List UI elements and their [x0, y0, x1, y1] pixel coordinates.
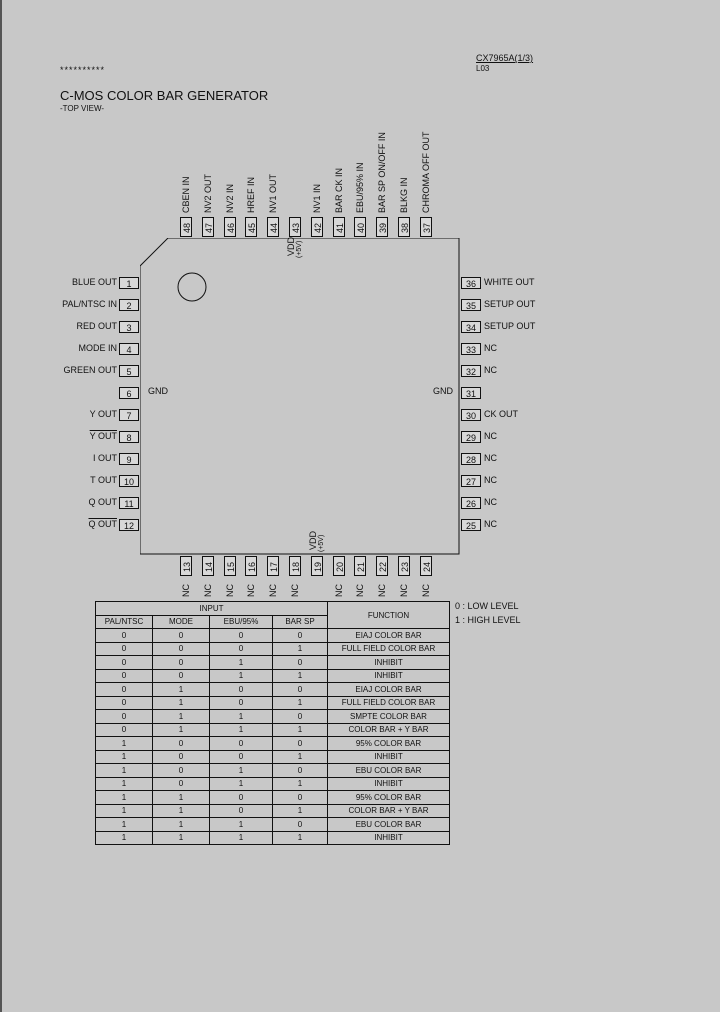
table-cell-c: 1 — [210, 831, 273, 845]
pin-38-box — [398, 217, 410, 237]
table-cell-c: 1 — [210, 656, 273, 670]
pin-32-box: 32 — [461, 365, 481, 377]
table-cell-d: 0 — [273, 629, 328, 643]
pin-27-label: NC — [484, 475, 497, 485]
table-cell-b: 1 — [153, 791, 210, 805]
pin-4-box: 4 — [119, 343, 139, 355]
table-cell-d: 1 — [273, 723, 328, 737]
table-cell-d: 0 — [273, 683, 328, 697]
pin-22-number: 22 — [378, 562, 389, 573]
sub-code: L03 — [476, 64, 490, 73]
pin-37-label: CHROMA OFF OUT — [420, 131, 431, 213]
chip-gnd-left: GND — [148, 386, 168, 396]
pin-20-box — [333, 556, 345, 576]
table-row — [96, 696, 450, 710]
table-row — [96, 804, 450, 818]
pin-24-label: NC — [420, 584, 431, 597]
pin-24-box — [420, 556, 432, 576]
pin-23-number: 23 — [400, 562, 410, 573]
pin-44-box — [267, 217, 279, 237]
pin-16-number: 16 — [247, 562, 258, 573]
table-cell-a: 0 — [96, 629, 153, 643]
column-header-3: BAR SP — [273, 615, 328, 629]
pin-47-number: 47 — [203, 223, 214, 234]
pin-42-box — [311, 217, 323, 237]
chip-vdd-top: VDD — [286, 236, 296, 256]
pin-47-label: NV2 OUT — [202, 173, 213, 213]
pin-48-number: 48 — [182, 223, 192, 234]
pin-39-number: 39 — [378, 223, 389, 234]
truth-table — [95, 601, 450, 845]
input-header: INPUT — [96, 602, 328, 616]
table-row — [96, 764, 450, 778]
pin-5-box: 5 — [119, 365, 139, 377]
table-cell-c: 0 — [210, 791, 273, 805]
table-row — [96, 710, 450, 724]
table-row — [96, 723, 450, 737]
table-row — [96, 669, 450, 683]
table-cell-f: INHIBIT — [328, 656, 450, 670]
pin-23-box — [398, 556, 410, 576]
table-cell-c: 0 — [210, 696, 273, 710]
table-row — [96, 629, 450, 643]
pin-11-label: Q OUT — [88, 497, 117, 507]
pin-10-label: T OUT — [90, 475, 117, 485]
pin-36-label: WHITE OUT — [484, 277, 535, 287]
pin-7-label: Y OUT — [89, 409, 117, 419]
pin-38-label: BLKG IN — [399, 177, 409, 213]
chip-vdd-top-sub: (+5V) — [296, 240, 303, 258]
pin-19-box — [311, 556, 323, 576]
table-cell-d: 0 — [273, 737, 328, 751]
table-cell-d: 0 — [273, 710, 328, 724]
table-cell-d: 0 — [273, 656, 328, 670]
pin-26-label: NC — [484, 497, 497, 507]
pin-13-label: NC — [181, 584, 191, 597]
table-cell-f: COLOR BAR + Y BAR — [328, 804, 450, 818]
pin-17-label: NC — [268, 584, 279, 597]
pin-18-box — [289, 556, 301, 576]
pin-16-box — [245, 556, 257, 576]
table-cell-f: EIAJ COLOR BAR — [328, 629, 450, 643]
pin-18-number: 18 — [291, 562, 301, 573]
pin-39-box — [376, 217, 388, 237]
table-cell-b: 1 — [153, 818, 210, 832]
table-cell-d: 1 — [273, 777, 328, 791]
pin-28-label: NC — [484, 453, 497, 463]
table-cell-b: 0 — [153, 764, 210, 778]
pin-9-label: I OUT — [93, 453, 117, 463]
table-cell-a: 1 — [96, 737, 153, 751]
pin-2-box: 2 — [119, 299, 139, 311]
table-row — [96, 642, 450, 656]
table-cell-a: 1 — [96, 777, 153, 791]
table-cell-b: 1 — [153, 831, 210, 845]
chip-vdd-bottom: VDD — [308, 530, 318, 550]
pin-8-box: 8 — [119, 431, 139, 443]
pin-45-box — [245, 217, 257, 237]
table-cell-c: 0 — [210, 737, 273, 751]
table-row — [96, 818, 450, 832]
table-cell-d: 1 — [273, 642, 328, 656]
table-row — [96, 831, 450, 845]
table-cell-c: 0 — [210, 750, 273, 764]
pin-34-label: SETUP OUT — [484, 321, 536, 331]
pin-28-box: 28 — [461, 453, 481, 465]
table-cell-f: EIAJ COLOR BAR — [328, 683, 450, 697]
table-cell-b: 1 — [153, 723, 210, 737]
pin-35-box: 35 — [461, 299, 481, 311]
pin-2-label: PAL/NTSC IN — [62, 299, 117, 309]
table-cell-b: 0 — [153, 629, 210, 643]
pin-48-label: CBEN IN — [181, 176, 191, 213]
table-cell-a: 0 — [96, 656, 153, 670]
table-cell-c: 0 — [210, 642, 273, 656]
table-cell-f: EBU COLOR BAR — [328, 764, 450, 778]
pin-38-number: 38 — [400, 223, 410, 234]
pin-7-box: 7 — [119, 409, 139, 421]
table-cell-b: 0 — [153, 737, 210, 751]
table-cell-c: 1 — [210, 777, 273, 791]
table-cell-f: INHIBIT — [328, 669, 450, 683]
pin-13-box — [180, 556, 192, 576]
pin-11-box: 11 — [119, 497, 139, 509]
table-cell-f: INHIBIT — [328, 750, 450, 764]
view-label: -TOP VIEW- — [60, 104, 105, 113]
pin-25-label: NC — [484, 519, 497, 529]
table-cell-c: 0 — [210, 629, 273, 643]
column-header-0: PAL/NTSC — [96, 615, 153, 629]
pin-41-label: BAR CK IN — [333, 167, 344, 213]
table-cell-d: 1 — [273, 750, 328, 764]
table-cell-a: 1 — [96, 804, 153, 818]
pin-6-box: 6 — [119, 387, 139, 399]
pin-41-box — [333, 217, 345, 237]
pin-33-label: NC — [484, 343, 497, 353]
pin-32-label: NC — [484, 365, 497, 375]
pin-46-number: 46 — [225, 223, 236, 234]
pin-4-label: MODE IN — [78, 343, 117, 353]
table-row — [96, 683, 450, 697]
pin-45-label: HREF IN — [246, 177, 257, 213]
table-cell-a: 1 — [96, 831, 153, 845]
table-cell-d: 0 — [273, 791, 328, 805]
pin-40-label: EBU/95% IN — [355, 162, 366, 213]
table-cell-d: 1 — [273, 831, 328, 845]
pin-14-label: NC — [202, 584, 213, 597]
table-cell-f: 95% COLOR BAR — [328, 791, 450, 805]
pin-1-box: 1 — [119, 277, 139, 289]
pin-17-box — [267, 556, 279, 576]
page-title: C-MOS COLOR BAR GENERATOR — [60, 88, 269, 103]
table-cell-b: 1 — [153, 683, 210, 697]
pin-14-box — [202, 556, 214, 576]
pin-47-box — [202, 217, 214, 237]
table-cell-b: 1 — [153, 696, 210, 710]
table-cell-f: SMPTE COLOR BAR — [328, 710, 450, 724]
table-cell-b: 1 — [153, 710, 210, 724]
pin-33-box: 33 — [461, 343, 481, 355]
pin-43-number: 43 — [291, 223, 301, 234]
table-cell-c: 1 — [210, 764, 273, 778]
table-cell-a: 0 — [96, 696, 153, 710]
pin-39-label: BAR SP ON/OFF IN — [377, 132, 388, 213]
table-cell-c: 0 — [210, 804, 273, 818]
pin-19-number: 19 — [312, 562, 323, 573]
table-cell-f: INHIBIT — [328, 831, 450, 845]
pin-5-label: GREEN OUT — [63, 365, 117, 375]
table-cell-b: 0 — [153, 642, 210, 656]
column-header-2: EBU/95% — [210, 615, 273, 629]
pin-30-label: CK OUT — [484, 409, 519, 419]
pin-13-number: 13 — [182, 562, 192, 573]
table-cell-a: 0 — [96, 669, 153, 683]
table-cell-a: 0 — [96, 723, 153, 737]
pin-21-number: 21 — [356, 562, 367, 573]
table-cell-a: 1 — [96, 791, 153, 805]
pin-15-label: NC — [224, 584, 235, 597]
table-cell-a: 1 — [96, 764, 153, 778]
pin-42-number: 42 — [312, 223, 323, 234]
pin-21-box — [354, 556, 366, 576]
pin-26-box: 26 — [461, 497, 481, 509]
table-cell-c: 1 — [210, 669, 273, 683]
table-row — [96, 791, 450, 805]
pin-37-box — [420, 217, 432, 237]
column-header-1: MODE — [153, 615, 210, 629]
pin-43-box — [289, 217, 301, 237]
pin-12-box: 12 — [119, 519, 139, 531]
table-cell-d: 1 — [273, 696, 328, 710]
table-row — [96, 656, 450, 670]
pin-15-box — [224, 556, 236, 576]
table-cell-c: 1 — [210, 723, 273, 737]
pin-40-box — [354, 217, 366, 237]
table-cell-b: 0 — [153, 777, 210, 791]
chip-body — [140, 238, 460, 555]
pin-36-box: 36 — [461, 277, 481, 289]
pin-16-label: NC — [246, 584, 257, 597]
table-cell-f: INHIBIT — [328, 777, 450, 791]
table-cell-f: FULL FIELD COLOR BAR — [328, 696, 450, 710]
part-number: CX7965A(1/3) — [476, 53, 534, 63]
legend-low: 0 : LOW LEVEL — [455, 601, 519, 611]
table-cell-a: 0 — [96, 683, 153, 697]
pin-24-number: 24 — [421, 562, 432, 573]
pin-12-label: Q OUT — [88, 519, 117, 529]
pin-14-number: 14 — [203, 562, 214, 573]
pin-35-label: SETUP OUT — [484, 299, 536, 309]
table-row — [96, 737, 450, 751]
function-header: FUNCTION — [328, 602, 450, 629]
pin-42-label: NV1 IN — [311, 183, 322, 213]
legend-high: 1 : HIGH LEVEL — [455, 615, 521, 625]
table-cell-d: 0 — [273, 764, 328, 778]
pin-3-box: 3 — [119, 321, 139, 333]
pin-8-label: Y OUT — [89, 431, 117, 441]
table-cell-b: 0 — [153, 669, 210, 683]
chip-gnd-right: GND — [433, 386, 453, 396]
chip-vdd-bottom-sub: (+5V) — [318, 534, 325, 552]
pin-22-label: NC — [377, 584, 388, 597]
pin-29-label: NC — [484, 431, 497, 441]
table-row — [96, 777, 450, 791]
pin-20-label: NC — [333, 584, 344, 597]
table-cell-c: 1 — [210, 710, 273, 724]
pin-18-label: NC — [290, 584, 300, 597]
table-cell-a: 1 — [96, 818, 153, 832]
table-cell-f: FULL FIELD COLOR BAR — [328, 642, 450, 656]
table-cell-c: 1 — [210, 818, 273, 832]
pin-30-box: 30 — [461, 409, 481, 421]
pin-23-label: NC — [399, 584, 409, 597]
page-left-border — [0, 0, 2, 1012]
pin-1-label: BLUE OUT — [71, 277, 117, 287]
pin-44-label: NV1 OUT — [268, 173, 279, 213]
table-cell-c: 0 — [210, 683, 273, 697]
pin-25-box: 25 — [461, 519, 481, 531]
pin-31-box: 31 — [461, 387, 481, 399]
pin-40-number: 40 — [356, 223, 367, 234]
pin-46-label: NV2 IN — [224, 183, 235, 213]
pin-46-box — [224, 217, 236, 237]
pin-27-box: 27 — [461, 475, 481, 487]
table-cell-a: 1 — [96, 750, 153, 764]
pin-9-box: 9 — [119, 453, 139, 465]
table-cell-f: COLOR BAR + Y BAR — [328, 723, 450, 737]
pin-21-label: NC — [355, 584, 366, 597]
table-cell-f: EBU COLOR BAR — [328, 818, 450, 832]
pin-41-number: 41 — [334, 223, 345, 234]
pin-10-box: 10 — [119, 475, 139, 487]
pin-37-number: 37 — [421, 223, 432, 234]
pin-29-box: 29 — [461, 431, 481, 443]
pin-44-number: 44 — [269, 223, 280, 234]
table-cell-b: 1 — [153, 804, 210, 818]
table-cell-b: 0 — [153, 750, 210, 764]
stars-line: ********** — [60, 65, 106, 75]
pin-45-number: 45 — [247, 223, 258, 234]
table-cell-b: 0 — [153, 656, 210, 670]
table-cell-a: 0 — [96, 642, 153, 656]
table-cell-d: 1 — [273, 669, 328, 683]
pin-22-box — [376, 556, 388, 576]
pin-15-number: 15 — [225, 562, 236, 573]
pin-17-number: 17 — [269, 562, 280, 573]
pin-48-box — [180, 217, 192, 237]
pin-20-number: 20 — [334, 562, 345, 573]
table-cell-a: 0 — [96, 710, 153, 724]
pin-34-box: 34 — [461, 321, 481, 333]
table-row — [96, 750, 450, 764]
table-cell-f: 95% COLOR BAR — [328, 737, 450, 751]
table-cell-d: 0 — [273, 818, 328, 832]
table-cell-d: 1 — [273, 804, 328, 818]
pin-3-label: RED OUT — [76, 321, 117, 331]
